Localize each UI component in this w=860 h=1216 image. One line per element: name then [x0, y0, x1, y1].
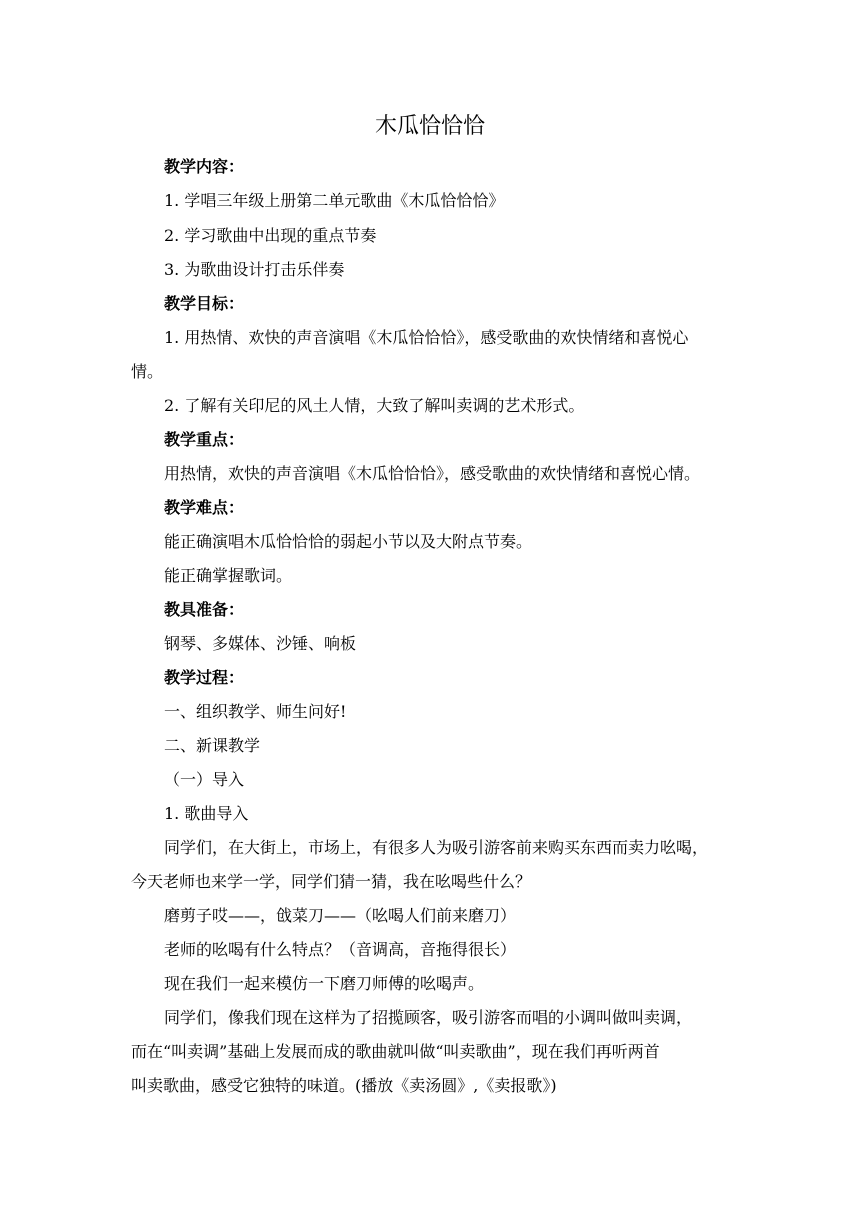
heading-process: 教学过程：	[164, 668, 245, 687]
document-title: 木瓜恰恰恰	[374, 114, 485, 139]
paragraph-2: 磨剪子哎——，戗菜刀——（吆喝人们前来磨刀）	[164, 906, 517, 925]
paragraph-5-line-2: 而在“叫卖调”基础上发展而成的歌曲就叫做“叫卖歌曲”，现在我们再听两首	[131, 1042, 660, 1061]
paragraph-5-line-3: 叫卖歌曲，感受它独特的味道。(播放《卖汤圆》,《卖报歌》)	[131, 1076, 557, 1095]
key-points-text: 用热情，欢快的声音演唱《木瓜恰恰恰》，感受歌曲的欢快情绪和喜悦心情。	[164, 464, 701, 483]
process-step-2-1: （一）导入	[164, 770, 245, 789]
heading-teaching-goals: 教学目标：	[164, 294, 245, 313]
goal-1-line-1: 1. 用热情、欢快的声音演唱《木瓜恰恰恰》，感受歌曲的欢快情绪和喜悦心	[164, 328, 689, 347]
content-item-3: 3. 为歌曲设计打击乐伴奏	[164, 260, 345, 279]
paragraph-5-line-1: 同学们，像我们现在这样为了招揽顾客，吸引游客而唱的小调叫做叫卖调，	[164, 1008, 693, 1027]
process-step-2-1-1: 1. 歌曲导入	[164, 804, 249, 823]
process-step-1: 一、组织教学、师生问好!	[164, 702, 347, 721]
paragraph-3: 老师的吆喝有什么特点？（音调高，音拖得很长）	[164, 940, 517, 959]
content-item-2: 2. 学习歌曲中出现的重点节奏	[164, 226, 377, 245]
heading-key-points: 教学重点：	[164, 430, 245, 449]
paragraph-4: 现在我们一起来模仿一下磨刀师傅的吆喝声。	[164, 974, 485, 993]
process-step-2: 二、新课教学	[164, 736, 261, 755]
heading-tools: 教具准备：	[164, 600, 245, 619]
heading-teaching-content: 教学内容：	[164, 157, 245, 176]
paragraph-1-line-1: 同学们，在大街上，市场上，有很多人为吸引游客前来购买东西而卖力吆喝，	[164, 838, 709, 857]
paragraph-1-line-2: 今天老师也来学一学，同学们猜一猜，我在吆喝些什么？	[131, 872, 532, 891]
content-item-1: 1. 学唱三年级上册第二单元歌曲《木瓜恰恰恰》	[164, 191, 505, 210]
goal-2: 2. 了解有关印尼的风土人情，大致了解叫卖调的艺术形式。	[164, 396, 585, 415]
tools-text: 钢琴、多媒体、沙锤、响板	[164, 634, 357, 653]
goal-1-line-2: 情。	[131, 362, 164, 381]
heading-difficulties: 教学难点：	[164, 498, 245, 517]
difficulty-1: 能正确演唱木瓜恰恰恰的弱起小节以及大附点节奏。	[164, 532, 533, 551]
difficulty-2: 能正确掌握歌词。	[164, 566, 293, 585]
